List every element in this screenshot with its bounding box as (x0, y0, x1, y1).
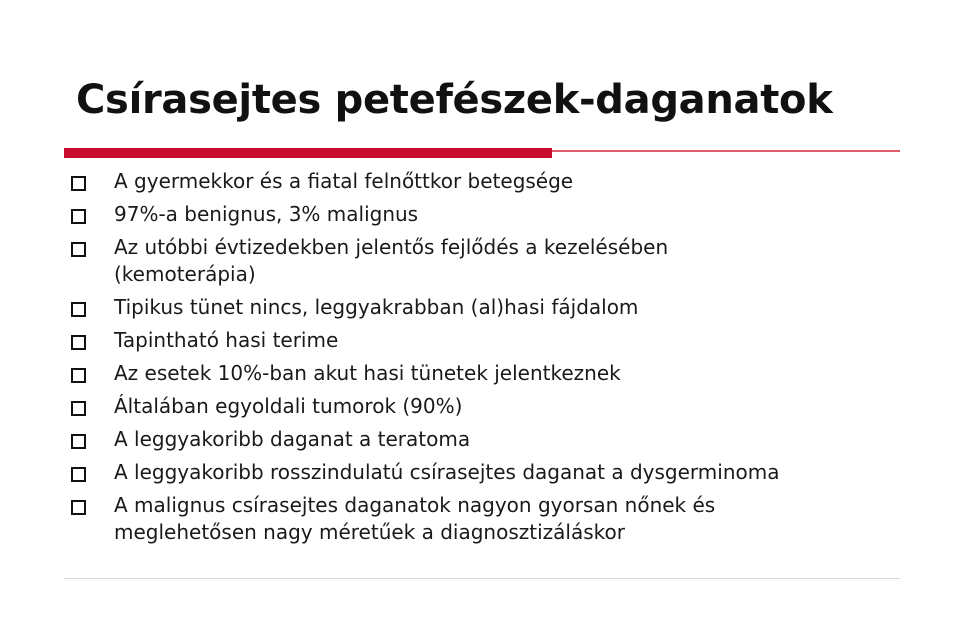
bullet-item (70, 168, 930, 195)
bullet-item (70, 360, 930, 387)
slide-title: Csírasejtes petefészek-daganatok (76, 77, 833, 123)
bullet-text: Általában egyoldali tumorok (90%) (114, 394, 463, 418)
bullet-item (70, 426, 930, 453)
bullet-item (70, 393, 930, 420)
square-outline-icon (71, 401, 86, 416)
bullet-item (70, 492, 930, 546)
bullet-text: A leggyakoribb rosszindulatú csírasejtes daganat a dysgerminoma (114, 460, 780, 484)
bullet-text-continued: (kemoterápia) (114, 262, 256, 286)
bullet-item (70, 459, 930, 486)
square-outline-icon (71, 368, 86, 383)
bullet-text: A malignus csírasejtes daganatok nagyon gyorsan nőnek és (114, 493, 716, 517)
bullet-text: Az esetek 10%-ban akut hasi tünetek jelentkeznek (114, 361, 621, 385)
square-outline-icon (71, 242, 86, 257)
bullet-item (70, 327, 930, 354)
square-outline-icon (71, 434, 86, 449)
bullet-text-continued: meglehetősen nagy méretűek a diagnosztizáláskor (114, 520, 625, 544)
square-outline-icon (71, 176, 86, 191)
bullet-text: Az utóbbi évtizedekben jelentős fejlődés a kezelésében (114, 235, 669, 259)
bullet-text: Tapintható hasi terime (114, 328, 339, 352)
title-underline-red (64, 148, 552, 158)
bullet-text: A leggyakoribb daganat a teratoma (114, 427, 471, 451)
footer-divider (64, 578, 900, 579)
bullet-text: 97%-a benignus, 3% malignus (114, 202, 419, 226)
square-outline-icon (71, 209, 86, 224)
bullet-item (70, 294, 930, 321)
bullet-text: Tipikus tünet nincs, leggyakrabban (al)hasi fájdalom (114, 295, 639, 319)
square-outline-icon (71, 500, 86, 515)
square-outline-icon (71, 467, 86, 482)
bullet-text: A gyermekkor és a fiatal felnőttkor betegsége (114, 169, 574, 193)
bullet-item (70, 234, 930, 288)
bullet-item (70, 201, 930, 228)
title-underline-thin (552, 150, 900, 152)
bullet-list (70, 168, 930, 552)
square-outline-icon (71, 302, 86, 317)
square-outline-icon (71, 335, 86, 350)
